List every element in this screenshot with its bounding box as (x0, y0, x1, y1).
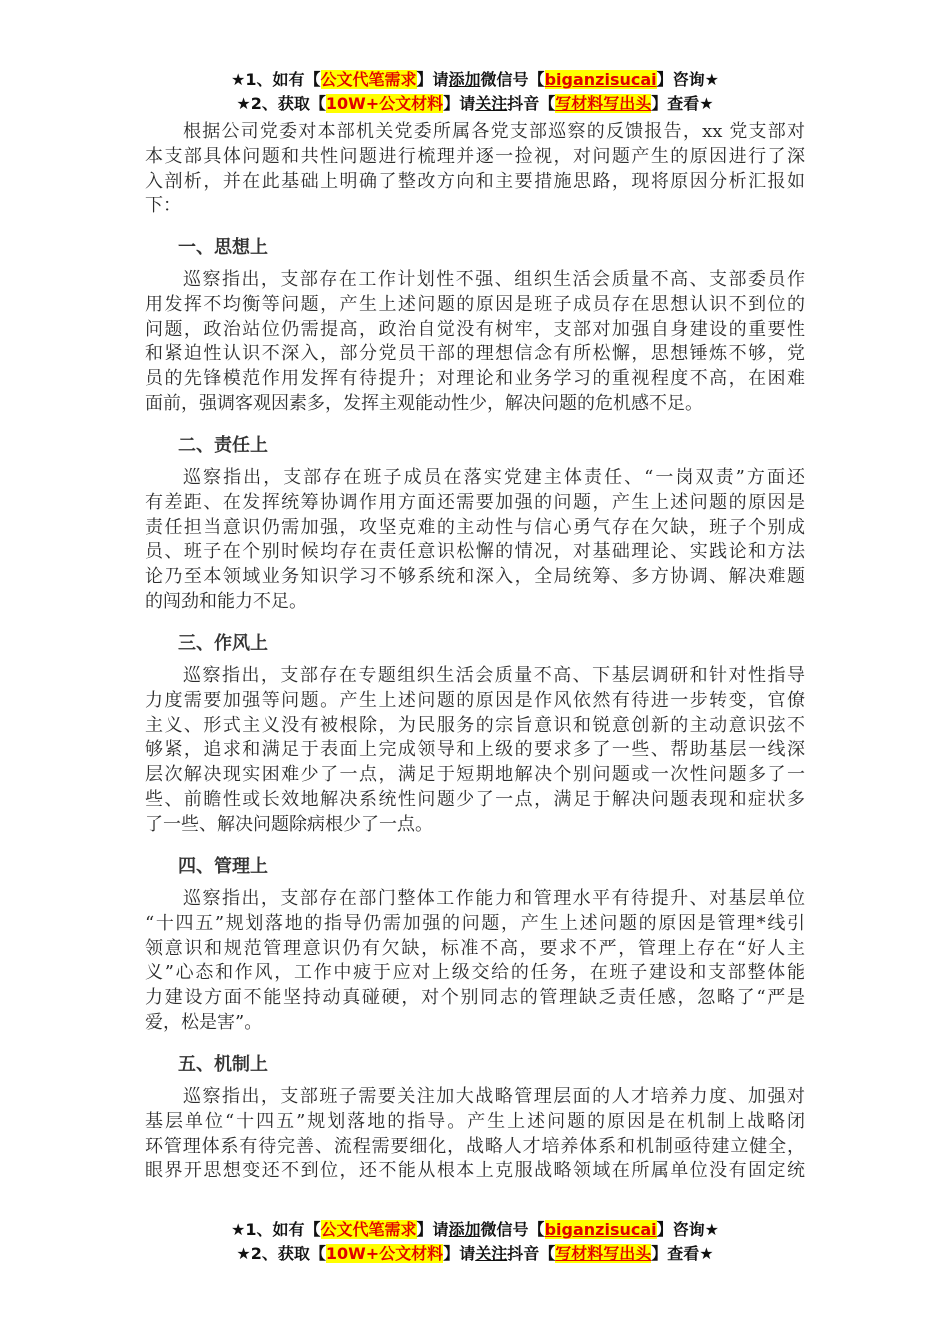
text-line: 层次解决现实困难少了一点，满足于短期地解决个别问题或一次性问题多了一 (145, 764, 805, 786)
section-paragraph (145, 466, 805, 615)
text-line: 面前，强调客观因素多，发挥主观能动性少，解决问题的危机感不足。 (145, 392, 703, 414)
promo-line-2: ★2、获取【10W+公文材料】请关注抖音【写材料写出头】查看★ (236, 1244, 714, 1263)
text-line: 责任担当意识仍需加强，攻坚克难的主动性与信心勇气存在欠缺，班子个别成 (145, 516, 805, 538)
text-line: “十四五”规划落地的指导仍需加强的问题，产生上述问题的原因是管理*线引 (145, 912, 805, 934)
highlight: 10W+公文材料 (325, 1244, 444, 1263)
text-line: 巡察指出，支部存在专题组织生活会质量不高、下基层调研和针对性指导 (183, 665, 805, 686)
section-heading: 四、管理上 (178, 856, 268, 877)
douyin-id: 写材料写出头 (555, 1244, 652, 1263)
text-line: 领意识和规范管理意识仍有欠缺，标准不高，要求不严，管理上存在“好人主 (145, 937, 805, 959)
section-paragraph (145, 1085, 805, 1184)
promo-banner-top (0, 68, 950, 116)
text-line: 力建设方面不能坚持动真碰硬，对个别同志的管理缺乏责任感，忽略了“严是 (145, 987, 805, 1009)
text-line: 巡察指出，支部存在部门整体工作能力和管理水平有待提升、对基层单位 (183, 888, 805, 909)
section-heading: 五、机制上 (178, 1054, 268, 1075)
promo-line-1: ★1、如有【公文代笔需求】请添加微信号【biganzisucai】咨询★ (231, 70, 719, 89)
text-line: 环管理体系有待完善、流程需要细化，战略人才培养体系和机制亟待建立健全， (145, 1135, 805, 1157)
section-paragraph (145, 887, 805, 1036)
text-line: 问题，政治站位仍需提高，政治自觉没有树牢，支部对加强自身建设的重要性 (145, 318, 805, 340)
text-line: 主义、形式主义没有被根除，为民服务的宗旨意识和锐意创新的主动意识弦不 (145, 714, 805, 736)
text-line: 本支部具体问题和共性问题进行梳理并逐一捡视，对问题产生的原因进行了深 (145, 145, 805, 167)
promo-line-1: ★1、如有【公文代笔需求】请添加微信号【biganzisucai】咨询★ (231, 1220, 719, 1239)
text-line: 和紧迫性认识不深入，部分党员干部的理想信念有所松懈，思想锤炼不够，党 (145, 343, 805, 365)
section-paragraph (145, 268, 805, 417)
text-line: 够紧，追求和满足于表面上完成领导和上级的要求多了一些、帮助基层一线深 (145, 739, 805, 761)
highlight: 公文代笔需求 (320, 1220, 417, 1239)
section-heading: 一、思想上 (178, 237, 268, 258)
wechat-id: biganzisucai (544, 1220, 657, 1239)
douyin-id: 写材料写出头 (555, 94, 652, 113)
text-line: 了一些、解决问题除病根少了一点。 (145, 813, 433, 835)
text-line: 下： (145, 195, 181, 217)
text-line: 基层单位“十四五”规划落地的指导。产生上述问题的原因是在机制上战略闭 (145, 1110, 805, 1132)
text-line: 论乃至本领域业务知识学习不够系统和深入，全局统筹、多方协调、解决难题 (145, 566, 805, 588)
text-line: 有差距、在发挥统筹协调作用方面还需要加强的问题，产生上述问题的原因是 (145, 491, 805, 513)
text-line: 用发挥不均衡等问题，产生上述问题的原因是班子成员存在思想认识不到位的 (145, 293, 805, 315)
text-line: 爱，松是害”。 (145, 1011, 263, 1033)
text-line: 员、班子在个别时候均存在责任意识松懈的情况，对基础理论、实践论和方法 (145, 541, 805, 563)
text-line: 入剖析，并在此基础上明确了整改方向和主要措施思路，现将原因分析汇报如 (145, 170, 805, 192)
promo-banner-bottom (0, 1218, 950, 1266)
highlight: 公文代笔需求 (320, 70, 417, 89)
text-line: 眼界开思想变还不到位，还不能从根本上克服战略领域在所属单位没有固定统 (145, 1160, 805, 1182)
wechat-id: biganzisucai (544, 70, 657, 89)
section-heading: 三、作风上 (178, 633, 268, 654)
highlight: 10W+公文材料 (325, 94, 444, 113)
text-line: 根据公司党委对本部机关党委所属各党支部巡察的反馈报告，xx 党支部对 (183, 121, 805, 142)
text-line: 巡察指出，支部班子需要关注加大战略管理层面的人才培养力度、加强对 (183, 1086, 805, 1107)
text-line: 力度需要加强等问题。产生上述问题的原因是作风依然有待进一步转变，官僚 (145, 689, 805, 711)
section-heading: 二、责任上 (178, 435, 268, 456)
text-line: 巡察指出，支部存在班子成员在落实党建主体责任、“一岗双责”方面还 (183, 467, 805, 488)
promo-line-2: ★2、获取【10W+公文材料】请关注抖音【写材料写出头】查看★ (236, 94, 714, 113)
text-line: 的闯劲和能力不足。 (145, 590, 307, 612)
text-line: 员的先锋模范作用发挥有待提升；对理论和业务学习的重视程度不高，在困难 (145, 368, 805, 390)
intro-paragraph (145, 120, 805, 219)
text-line: 义”心态和作风，工作中疲于应对上级交给的任务，在班子建设和支部整体能 (145, 962, 805, 984)
text-line: 些、前瞻性或长效地解决系统性问题少了一点，满足于解决问题表现和症状多 (145, 788, 805, 810)
section-paragraph (145, 664, 805, 838)
text-line: 巡察指出，支部存在工作计划性不强、组织生活会质量不高、支部委员作 (183, 269, 805, 290)
